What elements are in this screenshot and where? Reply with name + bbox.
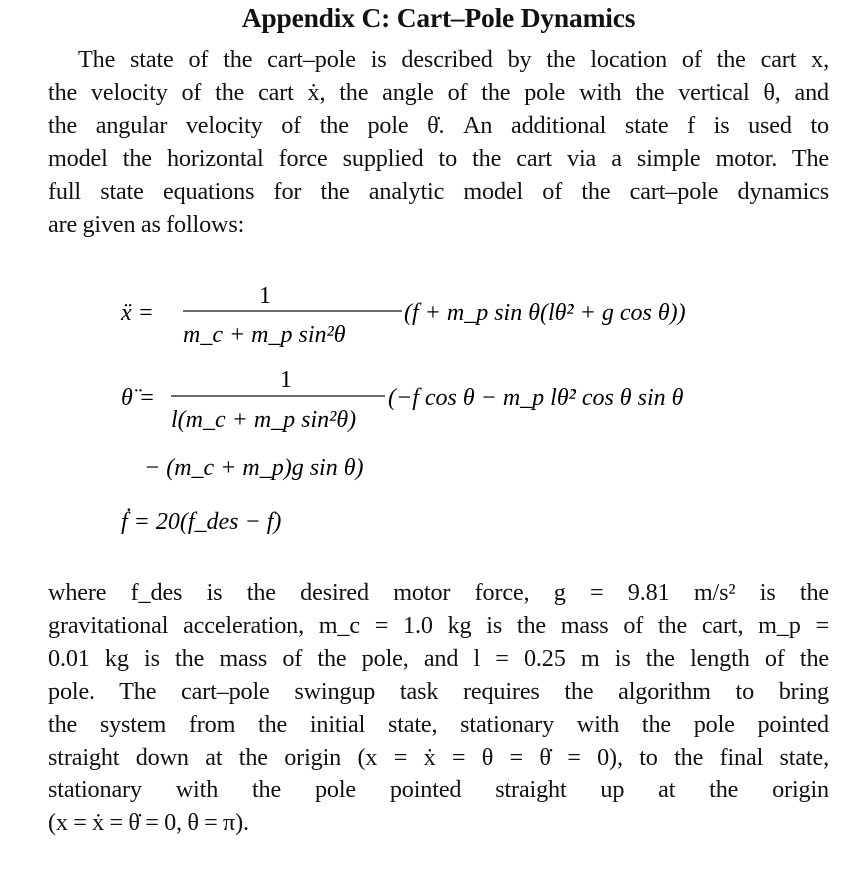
section-title: Appendix C: Cart–Pole Dynamics [241,2,636,33]
param-line-2: gravitational acceleration, m_c = 1.0 kg is the mass of the cart, m_p = [48,611,829,639]
eq1-denominator: m_c + m_p sin²θ [183,322,346,348]
intro-line-3: the angular velocity of the pole θ̇. An additional state f is used to [48,111,829,139]
eq1-numerator: 1 [259,283,271,309]
intro-paragraph [48,44,829,241]
intro-line-6: are given as follows: [48,210,245,238]
paper-page [48,0,829,837]
intro-line-4: model the horizontal force supplied to the cart via a simple motor. The [48,144,829,172]
eq2-lhs: θ̈ = [121,385,155,411]
param-line-1: where f_des is the desired motor force, g = 9.81 m/s² is the [48,579,829,606]
eq2-numerator: 1 [280,367,292,393]
eq3: ḟ = 20(f_des − f) [121,509,282,535]
eq1-rhs: (f + m_p sin θ(lθ̇² + g cos θ)) [404,300,686,326]
intro-line-2: the velocity of the cart ẋ, the angle of the pole with the vertical θ, and [48,78,829,106]
intro-line-1: The state of the cart–pole is described by the location of the cart x, [78,46,829,73]
eq1-lhs: ẍ = [121,300,154,326]
intro-line-5: full state equations for the analytic model of the cart–pole dynamics [48,177,829,205]
param-line-8: (x = ẋ = θ̇ = 0, θ = π). [48,809,249,837]
param-line-3: 0.01 kg is the mass of the pole, and l = 0.25 m is the length of the [48,644,829,672]
eq2-denominator: l(m_c + m_p sin²θ) [171,407,357,433]
state-equations [48,275,829,575]
equations-figure [48,275,829,575]
param-line-7: stationary with the pole pointed straight up at the origin [48,776,829,804]
param-line-6: straight down at the origin (x = ẋ = θ = θ̇ = 0), to the final state, [48,743,829,771]
param-line-5: the system from the initial state, stationary with the pole pointed [48,710,829,738]
eq2-continuation: − (m_c + m_p)g sin θ) [144,455,364,481]
parameters-paragraph [48,577,829,840]
eq2-rhs: (−f cos θ − m_p lθ̇² cos θ sin θ [388,385,684,411]
param-line-4: pole. The cart–pole swingup task requires the algorithm to bring [48,677,829,705]
